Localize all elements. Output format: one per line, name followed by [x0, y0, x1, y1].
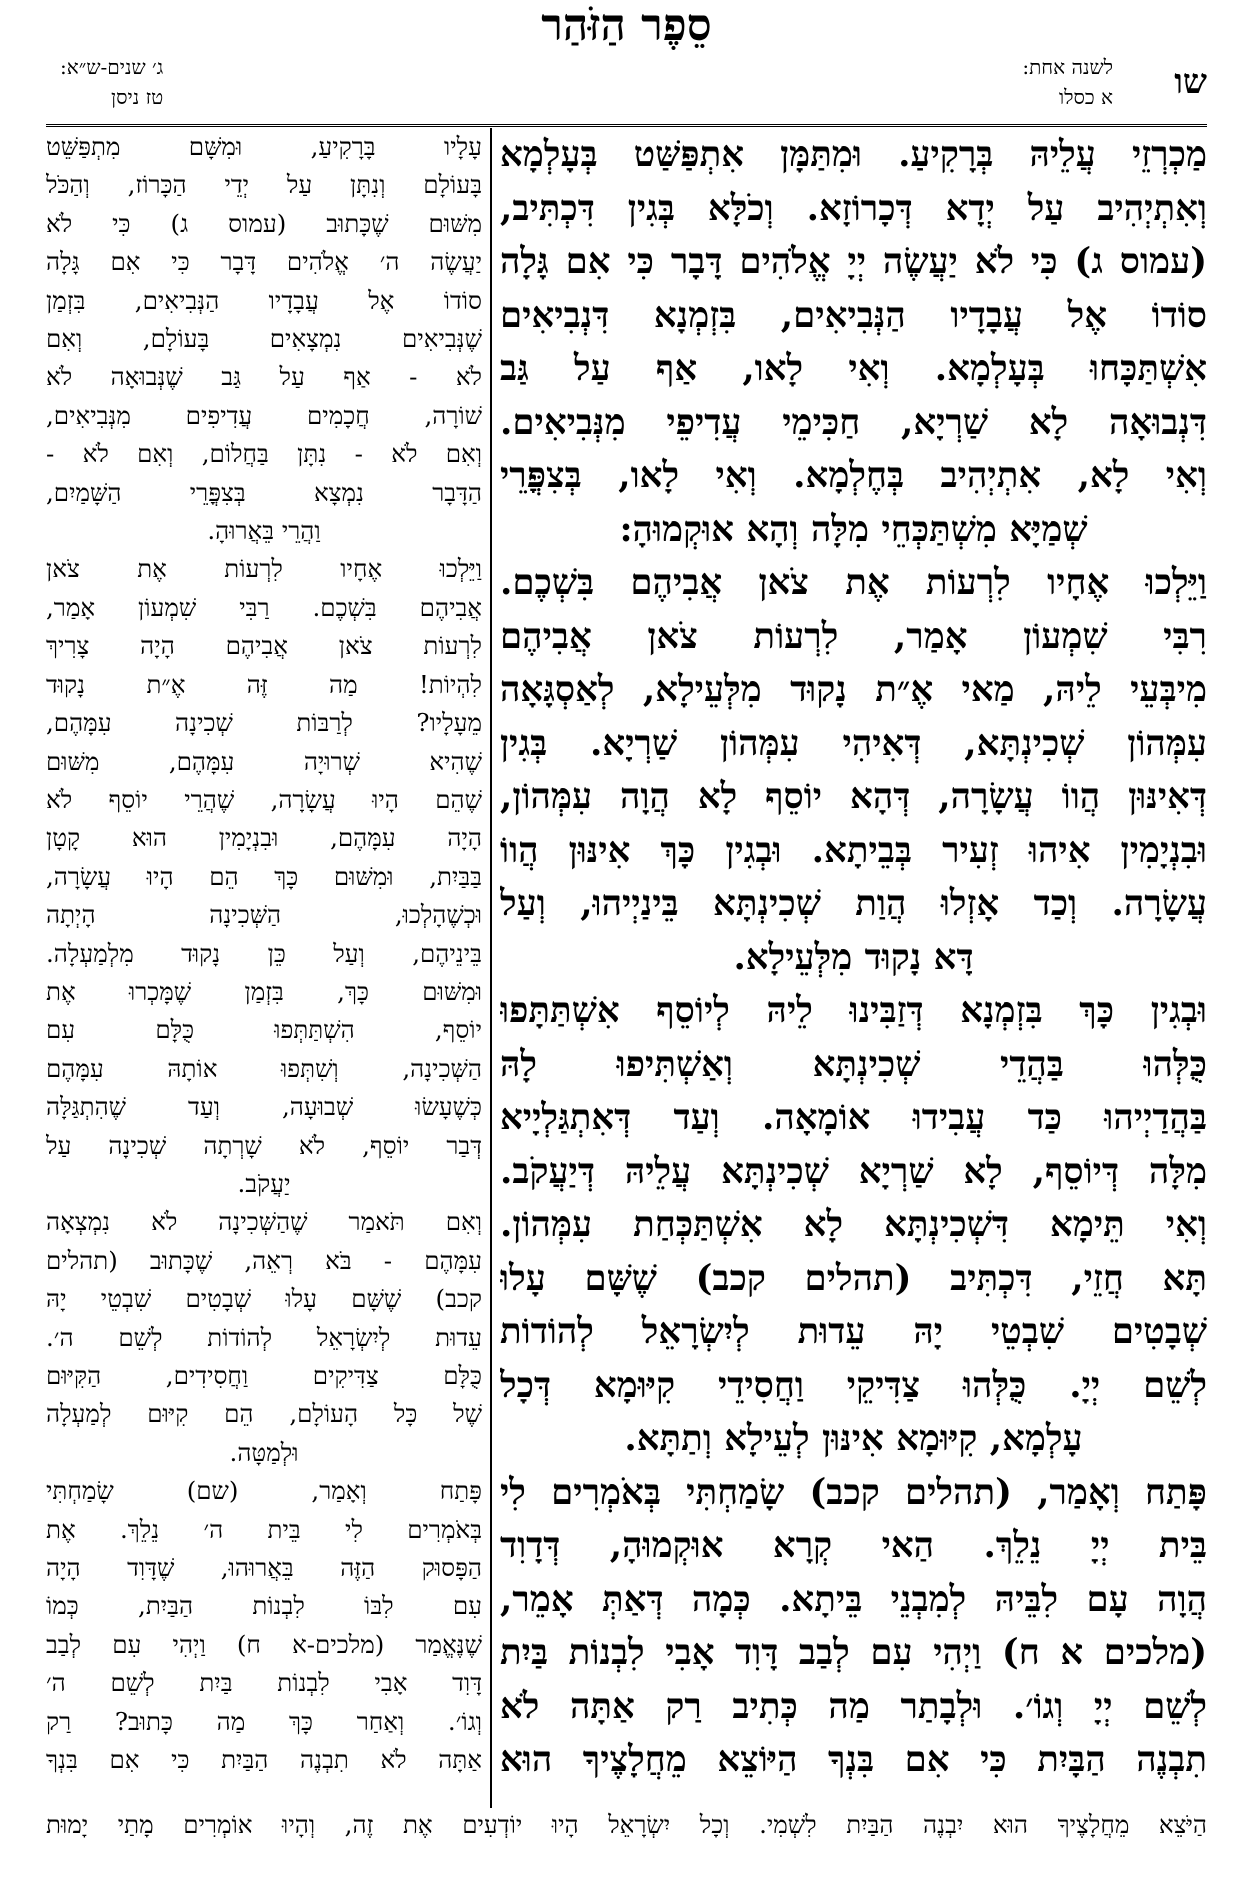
translation-text-line: מֵעָלָיו? לְרַבּוֹת שְׁכִינָה עִמָּהֶם,	[46, 708, 482, 738]
main-text-line: לְשֵׁם יְיָ. כֻּלְּהוּ צַדִּיקֵי וַחֲסִידֵי קִיּוּמָא דְּכָל	[500, 1364, 1207, 1406]
translation-text-line: וַהֲרֵי בֵּאֲרוּהָ.	[207, 516, 321, 546]
translation-text-line: וּלְמַטָּה.	[229, 1437, 299, 1467]
translation-text-line: שֶׁל כָּל הָעוֹלָם, הֵם קִיּוּם לְמַעְלָה	[46, 1399, 482, 1429]
main-text-line: רִבִּי שִׁמְעוֹן אָמַר, לִרְעוֹת צֹאן אֲבִיהֶם	[500, 615, 1207, 657]
main-text-line: דִּנְבוּאָה לָא שַׁרְיָא, חַכִּימֵי עֲדִיפֵי מִנְּבִיאִים.	[500, 401, 1207, 443]
header-schedule-date: א כסלו	[1059, 85, 1113, 109]
main-text-line: וּבְגִין כָּךְ בִּזְמְנָא דְּזַבִּינוּ לֵיהּ לְיוֹסֵף אִשְׁתַּתָּפוּ	[500, 990, 1207, 1031]
main-text-line: מִלָּה דְּיוֹסֵף, לָא שַׁרְיָא שְׁכִינְתָּא עֲלֵיהּ דְּיַעֲקֹב.	[500, 1150, 1207, 1192]
main-text-line: (עמוס ג) כִּי לֹא יַעֲשֶׂה יְיָ אֱלֹהִים דָּבָר כִּי אִם גָּלָה	[500, 241, 1207, 282]
translation-text-line: הַשְּׁכִינָה, וְשִׁתְּפוּ אוֹתָהּ עִמָּהֶם	[46, 1053, 482, 1083]
translation-text-line: קכב) שֶׁשָּׁם עָלוּ שְׁבָטִים שִׁבְטֵי יָהּ	[46, 1284, 482, 1314]
main-text-column	[500, 128, 1207, 1787]
translation-text-line: הַדָּבָר נִמְצָא בְּצִפֳּרֵי הַשָּׁמַיִם,	[46, 477, 482, 507]
translation-text-line: שֶׁנְּבִיאִים נִמְצָאִים בָּעוֹלָם, וְאִם	[46, 324, 482, 354]
translation-text-line: סוֹדוֹ אֶל עֲבָדָיו הַנְּבִיאִים, בִּזְמַן	[46, 285, 482, 315]
translation-text-line: יוֹסֵף, הִשְׁתַּתְּפוּ כֻּלָּם עִם	[46, 1015, 482, 1045]
main-text-line: פָּתַח וְאָמַר, (תהלים קכב) שָׂמַחְתִּי בְּאֹמְרִים לִי	[500, 1471, 1207, 1513]
header-schedule-three-years	[60, 52, 163, 112]
column-divider	[490, 128, 492, 1808]
translation-text-line: בָּעוֹלָם וְנִתָּן עַל יְדֵי הַכָּרוֹז, וְהַכֹּל	[46, 170, 482, 200]
main-text-line: וְאִי תֵּימָא דִּשְׁכִינְתָּא לָא אִשְׁתַּכְּחַת עִמְּהוֹן.	[500, 1204, 1207, 1245]
translation-text-line: עָלָיו בָּרָקִיעַ, וּמִשָּׁם מִתְפַּשֵּׁט	[46, 132, 482, 161]
translation-text-column	[46, 128, 482, 1779]
main-text-line: עִמְּהוֹן שְׁכִינְתָּא, דְּאִיהִי עִמְּהוֹן שַׁרְיָא. בְּגִין	[500, 722, 1207, 764]
main-text-line: הֲוָה עָם לִבֵּיהּ לְמִבְנֵי בֵּיתָא. כְּמָה דְּאַתְּ אָמֵר,	[500, 1578, 1207, 1620]
translation-text-line: הַפָּסוּק הַזֶּה בֵּאֲרוּהוּ, שֶׁדָּוִד הָיָה	[46, 1553, 482, 1583]
translation-text-line: אַתָּה לֹא תִבְנֶה הַבַּיִת כִּי אִם בִּנְךָ	[46, 1745, 482, 1775]
header-divider	[46, 124, 1207, 127]
main-text-line: לְשֵׁם יְיָ וְגוֹ׳. וּלְבָתַר מַה כְּתִיב רַק אַתָּה לֹא	[500, 1685, 1207, 1727]
translation-text-line: בַּבַּיִת, וּמִשּׁוּם כָּךְ הֵם הָיוּ עֲשָׂרָה,	[46, 861, 482, 891]
translation-text-line: וּמִשּׁוּם כָּךְ, בִּזְמַן שֶׁמָּכְרוּ אֶת	[46, 976, 482, 1006]
translation-text-line: כֻּלָּם צַדִּיקִים וַחֲסִידִים, הַקִּיּוּם	[46, 1361, 482, 1390]
main-text-line: וְאִי לָא, אִתְיְהִיב בְּחֶלְמָא. וְאִי לָאו, בְּצִפֳּרֵי	[500, 455, 1207, 496]
header-schedule-label: לשנה אחת:	[1022, 55, 1113, 79]
page-number: שו	[1174, 62, 1207, 102]
main-text-line: עֲשָׂרָה. וְכַד אָזְלוּ הֲוַת שְׁכִינְתָּא בֵּינַיְיהוּ, וְעַל	[500, 883, 1207, 924]
main-text-line: שְׁמַיָּא מִשְׁתַּכְּחֵי מִלָּה וְהָא אוּקְמוּהָ:	[619, 508, 1088, 550]
footer-continuation-line: הַיֹּצֵא מֵחֲלָצֶיךָ הוּא יִבְנֶה הַבַּיִת לִשְׁמִי. וְכָל יִשְׂרָאֵל הָיוּ יוֹדְעִים אֶת זֶה, וְהָיוּ אוֹמְרִים מָתַי יָמוּת	[46, 1810, 1207, 1839]
translation-text-line: מִשּׁוּם שֶׁכָּתוּב (עמוס ג) כִּי לֹא	[46, 208, 482, 238]
translation-text-line: לִרְעוֹת צֹאן אֲבִיהֶם הָיָה צָרִיךְ	[46, 631, 482, 661]
translation-text-line: עִם לִבּוֹ לִבְנוֹת הַבַּיִת, כְּמוֹ	[46, 1591, 482, 1621]
translation-text-line: וְאִם לֹא - נִתָּן בַּחֲלוֹם, וְאִם לֹא -	[46, 439, 482, 469]
translation-text-line: כְּשֶׁעָשׂוּ שְׁבוּעָה, וְעַד שֶׁהִתְגַּלָּה	[46, 1092, 482, 1122]
translation-text-line: עֵדוּת לְיִשְׂרָאֵל לְהוֹדוֹת לְשֵׁם ה׳.	[46, 1322, 482, 1352]
translation-text-line: שֶׁהֵם הָיוּ עֲשָׂרָה, שֶׁהֲרֵי יוֹסֵף לֹא	[46, 784, 482, 814]
book-title: סֵפֶר הַזֹּהַר	[541, 0, 712, 51]
header-schedule-label: ג׳ שנים-ש״א:	[60, 55, 164, 79]
translation-text-line: אֲבִיהֶם בִּשְׁכֶם. רַבִּי שִׁמְעוֹן אָמַר,	[46, 592, 482, 622]
translation-text-line: פָּתַח וְאָמַר, (שם) שָׂמַחְתִּי	[46, 1476, 482, 1506]
main-text-line: בֵּית יְיָ נֵלֵךְ. הַאי קְרָא אוּקְמוּהָ, דְּדָוִד	[500, 1525, 1207, 1566]
header-schedule-date: טז ניסן	[110, 85, 164, 109]
translation-text-line: עִמָּהֶם - בֹּא רְאֵה, שֶׁכָּתוּב (תהלים	[46, 1245, 482, 1275]
main-text-line: מִיבְּעֵי לֵיהּ, מַאי אֶ״ת נָקוּד מִלְּעֵילָא, לְאַסְגָּאָה	[500, 669, 1207, 710]
translation-text-line: שׁוֹרָה, חֲכָמִים עֲדִיפִים מִנְּבִיאִים,	[46, 400, 482, 430]
main-text-line: שְׁבָטִים שִׁבְטֵי יָהּ עֵדוּת לְיִשְׂרָאֵל לְהוֹדוֹת	[500, 1311, 1207, 1352]
main-text-line: בַּהֲדַיְיהוּ כַּד עֲבִידוּ אוֹמָאָה. וְעַד דְּאִתְגַּלְיָיא	[500, 1097, 1207, 1138]
main-text-line: עָלְמָא, קִיּוּמָא אִינּוּן לְעֵילָא וְתַתָּא.	[624, 1418, 1083, 1459]
translation-text-line: וַיֵּלְכוּ אֶחָיו לִרְעוֹת אֶת צֹאן	[46, 554, 482, 584]
translation-text-line: וְגוֹ׳. וְאַחַר כָּךְ מַה כָּתוּב? רַק	[46, 1706, 482, 1736]
translation-text-line: דָּוִד אָבִי לִבְנוֹת בַּיִת לְשֵׁם ה׳	[46, 1668, 482, 1698]
translation-text-line: שֶׁנֶּאֱמַר (מלכים-א ח) וַיְהִי עִם לְבַב	[46, 1629, 482, 1659]
translation-text-line: לֹא - אַף עַל גַּב שֶׁנְּבוּאָה לֹא	[46, 362, 482, 392]
header-schedule-one-year	[1022, 52, 1113, 112]
translation-text-line: לִהְיוֹת! מַה זֶּה אֶ״ת נָקוּד	[46, 669, 482, 699]
main-text-line: סוֹדוֹ אֶל עֲבָדָיו הַנְּבִיאִים, בִּזְמְנָא דִּנְבִיאִים	[500, 294, 1207, 336]
main-text-line: אִשְׁתַּכָּחוּ בְּעָלְמָא. וְאִי לָאו, אַף עַל גַּב	[500, 348, 1207, 389]
main-text-line: מַכְרְזֵי עֲלֵיהּ בְּרָקִיעַ. וּמִתַּמָּן אִתְפַּשַּׁט בְּעָלְמָא	[500, 134, 1207, 175]
main-text-line: וַיֵּלְכוּ אֶחָיו לִרְעוֹת אֶת צֹאן אֲבִיהֶם בִּשְׁכֶם.	[500, 562, 1207, 603]
main-text-line: תִבְנֶה הַבָּיִת כִּי אִם בִּנְךָ הַיּוֹצֵא מֵחֲלָצֶיךָ הוּא	[500, 1739, 1207, 1780]
main-text-line: תָּא חֲזֵי, דִּכְתִּיב (תהלים קכב) שֶׁשָּׁם עָלוּ	[500, 1257, 1207, 1299]
main-text-line: וְאִתְיְהִיב עַל יְדָא דְּכָרוֹזָא. וְכֹלָּא בְּגִין דִּכְתִּיב,	[500, 187, 1207, 229]
main-text-line: וּבִנְיָמִין אִיהוּ זְעִיר בְּבֵיתָא. וּבְגִין כָּךְ אִינּוּן הֲווֹ	[500, 829, 1207, 871]
translation-text-line: וּכְשֶׁהָלְכוּ, הַשְּׁכִינָה הָיְתָה	[46, 900, 482, 930]
main-text-line: דְּאִינּוּן הֲווֹ עֲשָׂרָה, דְּהָא יוֹסֵף לָא הֲוָה עִמְּהוֹן,	[500, 776, 1207, 817]
translation-text-line: וְאִם תֹּאמַר שֶׁהַשְּׁכִינָה לֹא נִמְצְאָה	[46, 1207, 482, 1237]
translation-text-line: דְּבַר יוֹסֵף, לֹא שָׁרְתָה שְׁכִינָה עַל	[46, 1130, 482, 1160]
translation-text-line: יַעֲקֹב.	[237, 1168, 291, 1198]
translation-text-line: בְּאֹמְרִים לִי בֵּית ה׳ נֵלֵךְ. אֶת	[46, 1514, 482, 1544]
translation-text-line: יַעֲשֶׂה ה׳ אֱלֹהִים דָּבָר כִּי אִם גָּלָה	[46, 247, 482, 277]
main-text-line: כֻּלְּהוּ בַּהֲדֵי שְׁכִינְתָּא וְאַשְׁתִּיפוּ לָהּ	[500, 1043, 1207, 1085]
translation-text-line: בֵּינֵיהֶם, וְעַל כֵּן נָקוּד מִלְמַעְלָה.	[46, 938, 482, 968]
translation-text-line: הָיָה עִמָּהֶם, וּבִנְיָמִין הוּא קָטָן	[46, 823, 482, 853]
main-text-line: דָּא נָקוּד מִלְּעֵילָא.	[733, 936, 974, 978]
translation-text-line: שֶׁהִיא שְׁרוּיָה עִמָּהֶם, מִשּׁוּם	[46, 746, 482, 776]
main-text-line: (מלכים א ח) וַיְהִי עִם לְבַב דָּוִד אָבִי לִבְנוֹת בַּיִת	[500, 1632, 1207, 1673]
